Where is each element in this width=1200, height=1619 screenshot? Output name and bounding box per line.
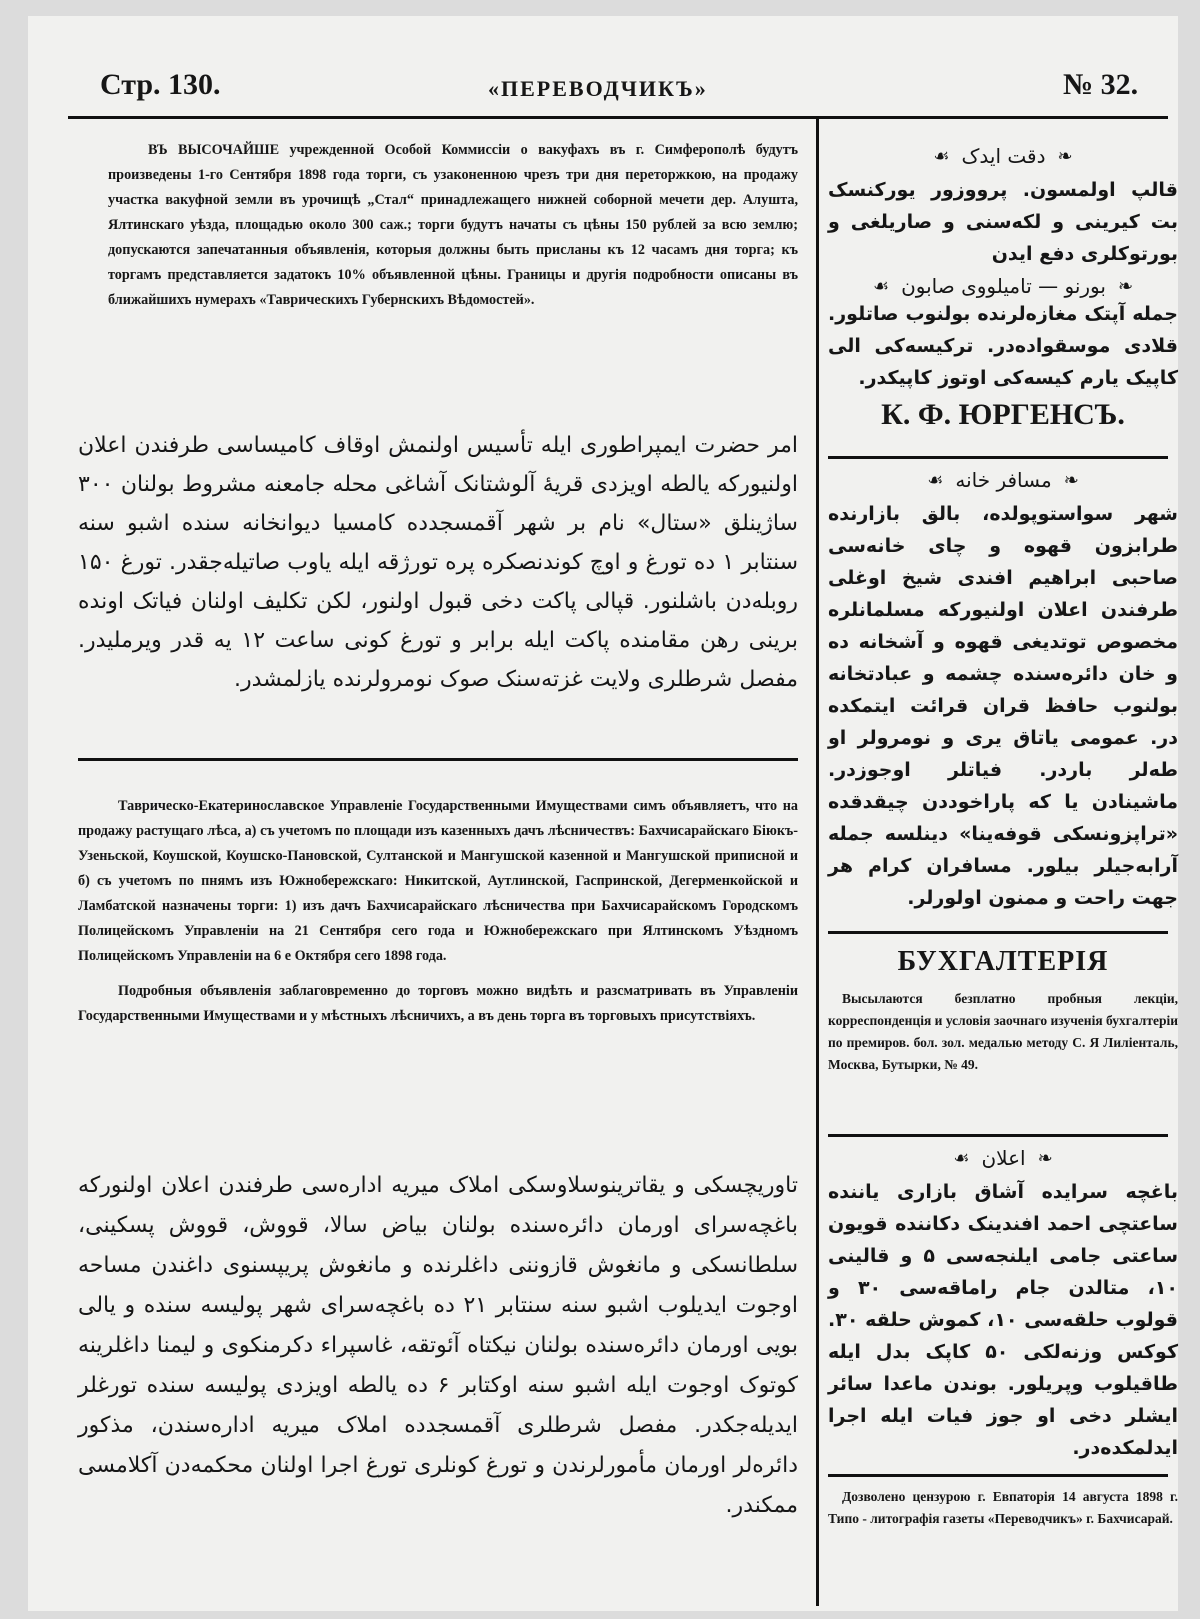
ad-watchmaker-text: باغچه سرایده آشاق بازاری یانندە ساعتچی احمد افندینک دکاننده قویون ساعتی جامی ایلنجه‌سی ۵ و قالینی ۱۰، متالدن جام راماقه‌سی ۳۰ و قولوب حلقه‌سی ۱۰، کموش حلقه ۳۰. کوکس وزنه‌لکی ۵۰ کاپک بدل ایله طاقیلوب وپریلور. بوندن ماعدا سائر ایشلر دخی او جوز فیات ایله اجرا ایدلمکده‌در. (828, 1181, 1178, 1459)
ad-soap-brand: К. Ф. ЮРГЕНСЪ. (881, 398, 1125, 431)
notice-forest-russian (78, 794, 798, 1029)
notice-vakuf-ru-text: ВЪ ВЫСОЧАЙШЕ учрежденной Особой Коммиссіи о вакуфахъ въ г. Симферополѣ будутъ произведены 1-го Сентября 1898 года торги, съ узаконенною чрезъ три дня переторжкою, на продажу участка вакуфной земли въ урочищѣ „Стал“ принадлежащего нижней соборной мечети дер. Алушта, Ялтинскаго уѣзда, площадью около 300 саж.; торги будутъ начаты съ цѣны 150 рублей за всю землю; допускаются запечатанныя объявленія, которыя должны быть присланы къ 12 часамъ дня торга; къ торгамъ представляется задатокъ 10% объявленной цѣны. Границы и другія подробности описаны въ ближайшихъ нумерахъ «Таврическихъ Губернскихъ Вѣдомостей». (108, 142, 798, 308)
ad-bookkeeping (828, 946, 1178, 1076)
page-number: Стр. 130. (100, 68, 221, 101)
ornament-icon: ❧ (1057, 145, 1073, 167)
ad-inn (828, 468, 1178, 914)
ad-soap (828, 144, 1178, 432)
newspaper-title: «ПЕРЕВОДЧИКЪ» (488, 76, 708, 101)
ad-rule (828, 931, 1168, 934)
ad-bookkeeping-title: БУХГАЛТЕРІЯ (897, 946, 1109, 977)
imprint-rule (828, 1474, 1168, 1477)
header-rule (68, 116, 1168, 119)
ad-soap-heading: ❧ دقت ایدک ☙ (933, 144, 1073, 168)
ornament-icon: ❧ (1117, 275, 1134, 297)
notice-forest-ar-text: تاوریچسکی و یقاترینوسلاوسکی املاک میریه اداره‌سی طرفندن اعلان اولنورکه باغچه‌سرای اورمان دائره‌سنده بولنان بیاض سالا، قووش، قووش پسکینی، سلطانسکی و مانغوش قازوننی داغلرنده و مانغوش پریپسنوی داغندن مساحه اوجوت ایدیلوب اشبو سنه سنتابر ۲۱ ده باغچه‌سرای شهر پولیسه سنده و یالی بویی اورمان دائره‌سنده بولنان نیکتاه آئوتقه، غاسپراء دکرمنکوی و لیمنا داغلرینه کوتوک اوجوت ایله اشبو سنه اوکتابر ۶ ده یالطه اویزدی پولیسه سنده تورغلر ایدیله‌جکدر. مفصل شرطلری آقمسجدده املاک میریه اداره‌سندن، مذکور دائره‌لر اورمان مأمورلرندن و تورغ کونلری تورغ اجرا اولنان محکمه‌دن آکلامسی ممکندر. (78, 1173, 798, 1518)
column-divider (816, 116, 819, 1606)
notice-vakuf-crimean-tatar (78, 426, 798, 699)
notice-vakuf-ar-text: امر حضرت ایمپراطوری ایله تأسیس اولنمش اوقاف کامیساسی طرفندن اعلان اولنیورکه یالطه اویزدی قریهٔ آلوشتانک آشاغی محله جامعنه مشروط بولنان ۳۰۰ ساژینلق «ستال» نام بر شهر آقمسجدده کامسیا دیوانخانه سنده اشبو سنه سنتابر ۱ ده تورغ و اوچ کوندنصکره پره تورژقه ایله یاوب صاتیله‌جقدر. تورغ ۱۵۰ روبله‌دن باشلنور. قپالی پاکت دخی قبول اولنور، لکن تکلیف اولنان فیاتک اونده برینی رهن مقامنده پاکت ایله برابر و تورغ کونی ساعت ۱۲ یه قدر ویرملیدر. مفصل شرطلری ولایت غزته‌سنک صوک نومرولرنده یازلمشدر. (78, 433, 799, 692)
ad-watchmaker-heading: ❧ اعلان ☙ (953, 1146, 1053, 1170)
ornament-icon: ❧ (1063, 469, 1079, 491)
issue-number: № 32. (1063, 68, 1139, 101)
ad-inn-text: شهر سواستوپولده، بالق بازارنده طرابزون قهوه و چای خانه‌سی صاحبی ابراهیم افندی شیخ اوغلی طرفندن اعلان اولنیورکه مسلمانلره مخصوص توتدیغی قهوه و آشخانه ده و خان دائره‌سنده چشمه و عبادتخانه بولنوب حافظ قران قرائت ایتمکده در. عمومی یاتاق یری و نومرولر او طه‌لر باردر. فیاتلر اوجوزدر. ماشینادن یا که پاراخوددن چیقدقده «تراپزونسکی قوفه‌ینا» دینلسه جمله آرابه‌جیلر بیلور. مسافران کرام هر جهت راحت و ممنون اولورلر. (828, 503, 1178, 909)
ad-soap-text2: جمله آپتک مغازه‌لرنده بولنوب صاتلور. قلادی موسقواده‌در. ترکیسه‌کی الی کاپیک یارم کیسه‌کی اوتوز کاپیکدر. (828, 303, 1178, 389)
ad-inn-heading: ❧ مسافر خانه ☙ (927, 468, 1079, 492)
imprint-text: Дозволено цензурою г. Евпаторія 14 августа 1898 г. Типо - литографія газеты «Переводчикъ» г. Бахчисарай. (828, 1489, 1178, 1526)
ad-soap-product: ❧ بورنو — تامیلووی صابون ☙ (872, 274, 1134, 298)
ad-rule (828, 456, 1168, 459)
newspaper-page (28, 16, 1178, 1611)
imprint (828, 1486, 1178, 1530)
ornament-icon: ☙ (953, 1147, 970, 1169)
ornament-icon: ☙ (927, 469, 944, 491)
section-rule (78, 758, 798, 761)
notice-vakuf-russian (108, 138, 798, 313)
ornament-icon: ❧ (1037, 1147, 1053, 1169)
ad-soap-text: قالپ اولمسون. پرووزور یورکنسک بت کیرینی و لکه‌سنی و صاریلغی و بورتوکلری دفع ایدن (828, 179, 1178, 265)
ornament-icon: ☙ (933, 145, 950, 167)
ad-rule (828, 1134, 1168, 1137)
ad-bookkeeping-text: Высылаются безплатно пробныя лекціи, корреспонденція и условія заочнаго изученія бухгалтеріи по премиров. бол. зол. медалью методу С. Я Лилiенталь, Москва, Бутырки, № 49. (828, 991, 1178, 1072)
ad-watchmaker (828, 1146, 1178, 1464)
notice-forest-crimean-tatar (78, 1166, 798, 1526)
notice-forest-ru-text: Таврическо-Екатеринославское Управленіе Государственными Имуществами симъ объявляетъ, что на продажу растущаго лѣса, а) съ учетомъ по площади изъ казенныхъ дачъ лѣсничествъ: Бахчисарайскаго Біюкъ-Узеньской, Коушской, Коушско-Пановской, Султанской и Мангушской казенной и Мангушской приписной и б) съ учетомъ по пнямъ изъ Южнобережскаго: Никитской, Аутлинской, Гаспринской, Дегерменкойской и Ламбатской назначены торги: 1) изъ дачъ Бахчисарайскаго лѣсничества при Бахчисарайскомъ Городскомъ Полицейскомъ Управленіи на 21 Сентября сего года и Южнобережскаго при Ялтинскомъ Уѣздномъ Полицейскомъ Управленіи на 6 е Октября сего 1898 года. (78, 798, 798, 964)
ornament-icon: ☙ (872, 275, 890, 297)
notice-forest-ru-text2: Подробныя объявленія заблаговременно до торговъ можно видѣть и разсматривать въ Управленіи Государственными Имуществами и у мѣстныхъ лѣсничихъ, а въ день торга въ торговыхъ присутствіяхъ. (78, 983, 798, 1024)
